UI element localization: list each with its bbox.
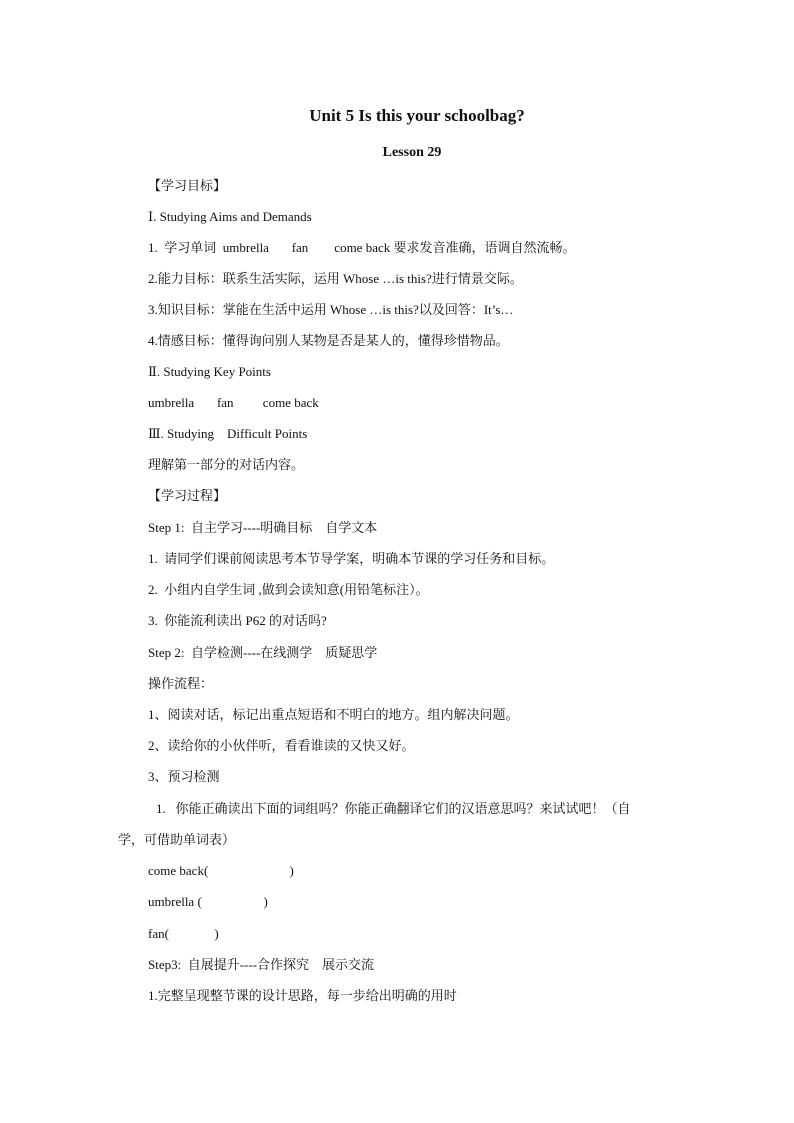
text-line: 1. 学习单词 umbrella fan come back 要求发音准确，语调自然流畅。 <box>148 240 576 255</box>
text-line: Step 1: 自主学习----明确目标 自学文本 <box>148 520 378 535</box>
text-line: 1.完整呈现整节课的设计思路，每一步给出明确的用时 <box>148 988 457 1003</box>
text-line: come back( ) <box>148 863 294 878</box>
lesson-subtitle: Lesson 29 <box>382 145 442 160</box>
text-line: umbrella fan come back <box>148 395 319 410</box>
text-line: fan( ) <box>148 926 219 941</box>
text-line: Ⅱ. Studying Key Points <box>148 364 271 379</box>
text-line: Ⅰ. Studying Aims and Demands <box>148 209 312 224</box>
text-line: 理解第一部分的对话内容。 <box>148 457 305 472</box>
text-line: 3.知识目标：掌能在生活中运用 Whose …is this?以及回答：It’s… <box>148 302 514 317</box>
text-line: 1. 你能正确读出下面的词组吗？你能正确翻译它们的汉语意思吗？来试试吧！（自 <box>156 801 631 816</box>
text-line: 2、读给你的小伙伴听，看看谁读的又快又好。 <box>148 738 415 753</box>
text-line: 学，可借助单词表） <box>118 832 236 847</box>
text-line: 2.能力目标：联系生活实际，运用 Whose …is this?进行情景交际。 <box>148 271 523 286</box>
text-line: 操作流程： <box>148 676 214 691</box>
text-line: 1. 请同学们课前阅读思考本节导学案，明确本节课的学习任务和目标。 <box>148 551 555 566</box>
text-line: 【学习过程】 <box>148 488 227 503</box>
document-title: Unit 5 Is this your schoolbag? <box>309 106 525 125</box>
text-line: Step 2: 自学检测----在线测学 质疑思学 <box>148 645 378 660</box>
text-line: 4.情感目标：懂得询问别人某物是否是某人的，懂得珍惜物品。 <box>148 333 509 348</box>
text-line: Step3: 自展提升----合作探究 展示交流 <box>148 957 375 972</box>
text-line: 2. 小组内自学生词 ,做到会读知意(用铅笔标注）。 <box>148 582 429 597</box>
text-line: Ⅲ. Studying Difficult Points <box>148 426 308 441</box>
text-line: 3、预习检测 <box>148 769 220 784</box>
text-line: 3. 你能流利读出 P62 的对话吗? <box>148 613 327 628</box>
text-line: 1、阅读对话，标记出重点短语和不明白的地方。组内解决问题。 <box>148 707 519 722</box>
text-line: umbrella ( ) <box>148 894 268 909</box>
text-line: 【学习目标】 <box>148 178 227 193</box>
